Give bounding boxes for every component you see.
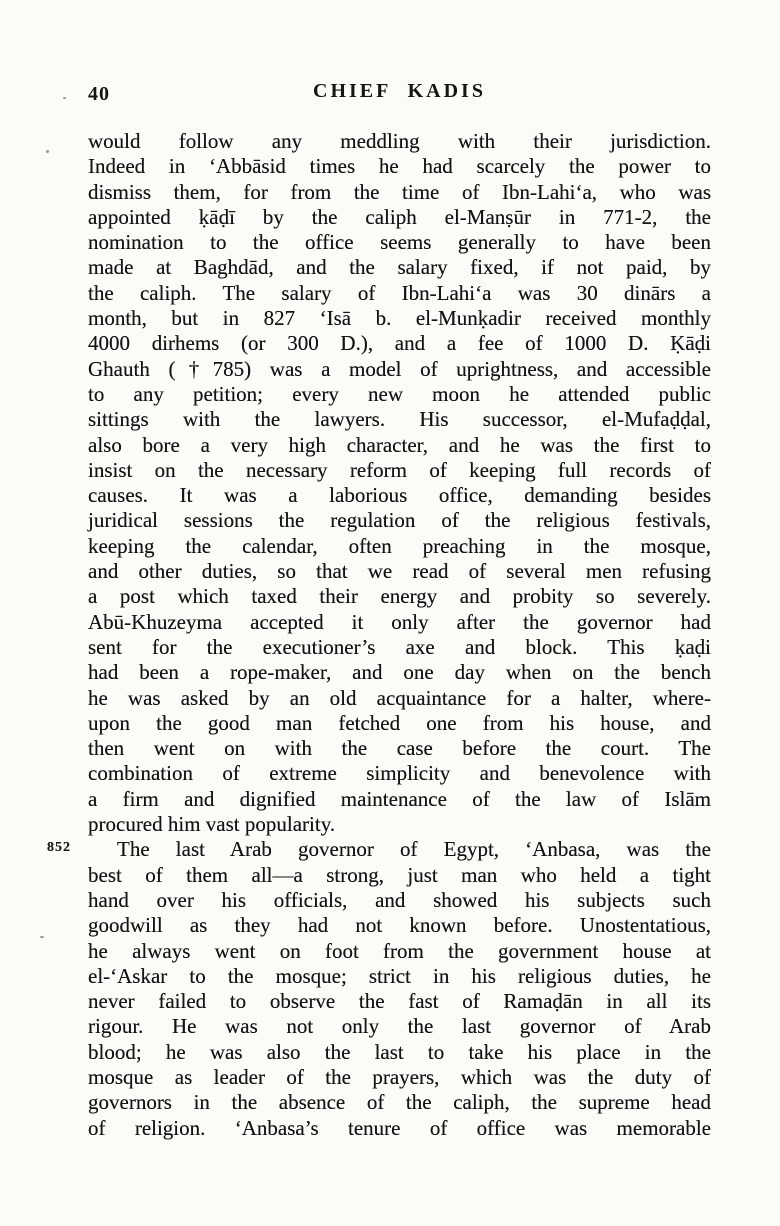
- text-line: Abū-Khuzeyma accepted it only after the governor had: [88, 609, 711, 634]
- text-line: month, but in 827 ‘Isā b. el-Munḳadir received monthly: [88, 306, 711, 331]
- text-line: he was asked by an old acquaintance for a halter, where-: [88, 685, 711, 710]
- text-line: a post which taxed their energy and probity so severely.: [88, 584, 711, 609]
- text-line: keeping the calendar, often preaching in the mosque,: [88, 533, 711, 558]
- text-line: insist on the necessary reform of keeping full records of: [88, 457, 711, 482]
- text-line: made at Baghdād, and the salary fixed, if not paid, by: [88, 255, 711, 280]
- text-line: then went on with the case before the court. The: [88, 736, 711, 761]
- text-line: would follow any meddling with their jurisdiction.: [88, 129, 711, 153]
- text-line: governors in the absence of the caliph, the supreme head: [88, 1090, 711, 1115]
- running-header: [88, 80, 711, 106]
- text-line: hand over his officials, and showed his subjects such: [88, 887, 711, 912]
- text-line: also bore a very high character, and he was the first to: [88, 432, 711, 457]
- text-line: juridical sessions the regulation of the religious festivals,: [88, 508, 711, 533]
- text-line: dismiss them, for from the time of Ibn-Lahi‘a, who was: [88, 179, 711, 204]
- scan-speck: [40, 936, 44, 938]
- text-line: nomination to the office seems generally to have been: [88, 230, 711, 255]
- text-line: and other duties, so that we read of several men refusing: [88, 559, 711, 584]
- text-line: best of them all—a strong, just man who held a tight: [88, 862, 711, 887]
- text-line: had been a rope-maker, and one day when on the bench: [88, 660, 711, 685]
- text-line: rigour. He was not only the last governor of Arab: [88, 1014, 711, 1039]
- text-line: 4000 dirhems (or 300 D.), and a fee of 1000 D. Ḳāḍi: [88, 331, 711, 356]
- text-block: [47, 129, 711, 1141]
- text-line: goodwill as they had not known before. Unostentatious,: [88, 913, 711, 938]
- text-line: sittings with the lawyers. His successor, el-Mufaḍḍal,: [88, 407, 711, 432]
- text-line: combination of extreme simplicity and benevolence with: [88, 761, 711, 786]
- text-line: Indeed in ‘Abbāsid times he had scarcely the power to: [88, 154, 711, 179]
- text-line: sent for the executioner’s axe and block. This ḳaḍi: [88, 634, 711, 659]
- text-line: upon the good man fetched one from his house, and: [88, 710, 711, 735]
- scan-speck: [63, 97, 66, 99]
- text-line: to any petition; every new moon he attended public: [88, 381, 711, 406]
- text-line: he always went on foot from the government house at: [88, 938, 711, 963]
- text-line: The last Arab governor of Egypt, ‘Anbasa, was the 852: [47, 837, 711, 862]
- text-line: procured him vast popularity.: [88, 812, 336, 837]
- text-line: mosque as leader of the prayers, which was the duty of: [88, 1064, 711, 1089]
- margin-note-year: 852: [47, 840, 71, 856]
- text-line: never failed to observe the fast of Ramaḍān in all its: [88, 989, 711, 1014]
- text-line: a firm and dignified maintenance of the law of Islām: [88, 786, 711, 811]
- text-line: Ghauth (†785) was a model of uprightness, and accessible: [88, 356, 711, 381]
- text-line: the caliph. The salary of Ibn-Lahi‘a was 30 dinārs a: [88, 280, 711, 305]
- text-line: blood; he was also the last to take his place in the: [88, 1039, 711, 1064]
- text-line: of religion. ‘Anbasa’s tenure of office was memorable: [88, 1115, 711, 1140]
- text-line: causes. It was a laborious office, demanding besides: [88, 483, 711, 508]
- running-title: CHIEF KADIS: [313, 80, 486, 102]
- scan-speck: [46, 150, 49, 153]
- text-line: el-‘Askar to the mosque; strict in his religious duties, he: [88, 963, 711, 988]
- text-line: appointed ḳāḍī by the caliph el-Manṣūr in 771-2, the: [88, 204, 711, 229]
- page-number: 40: [88, 83, 110, 105]
